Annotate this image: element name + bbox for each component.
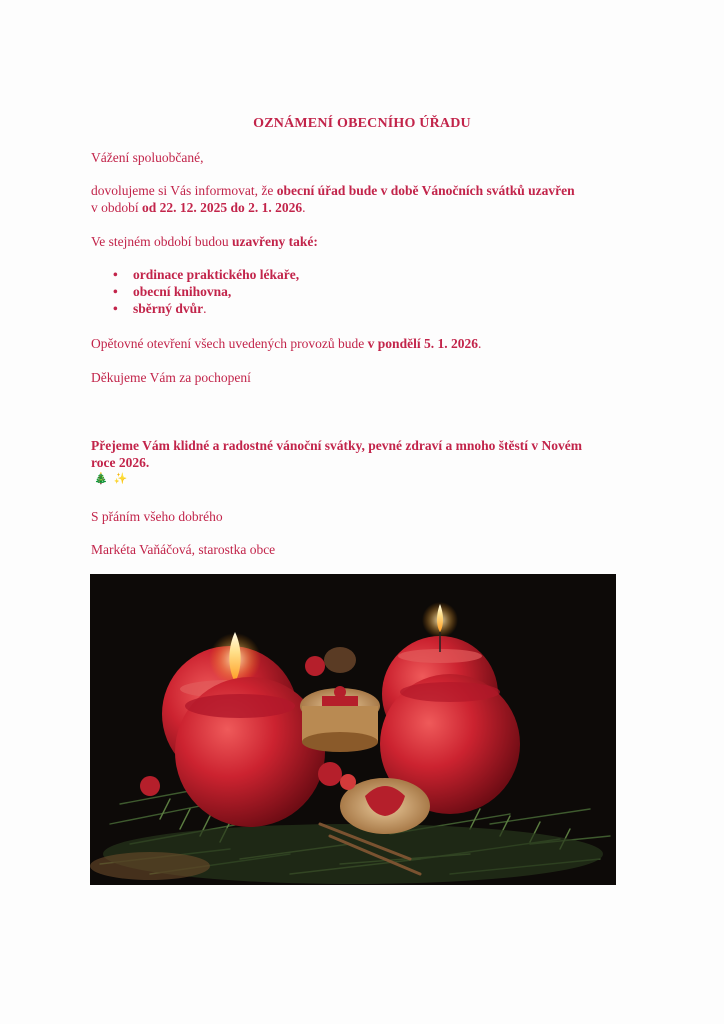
period-end: . xyxy=(302,200,306,215)
list-item-label: obecní knihovna, xyxy=(133,284,232,299)
closed-services-list xyxy=(110,266,299,317)
list-item-suffix: . xyxy=(203,301,207,316)
period-label: v období xyxy=(91,200,143,215)
page-title: OZNÁMENÍ OBECNÍHO ÚŘADU xyxy=(253,116,471,131)
reopen-end: . xyxy=(477,336,482,351)
bullet-icon: • xyxy=(113,301,118,316)
period-dates: od 22. 12. 2025 do 2. 1. 2026 xyxy=(142,200,303,215)
reopen-text: Opětovné otevření všech uvedených provozů bude xyxy=(91,336,368,351)
list-item-label: ordinace praktického lékaře, xyxy=(133,267,300,282)
sparkles-icon: ✨ xyxy=(113,473,128,485)
bullet-icon: • xyxy=(113,284,118,299)
info-text: dovolujeme si Vás informovat, že xyxy=(91,183,277,198)
list-item-label: sběrný dvůr xyxy=(133,301,204,316)
emoji-row xyxy=(94,472,127,486)
also-closed-intro xyxy=(91,233,318,250)
info-paragraph-line-2 xyxy=(91,199,306,216)
advent-candles-photo xyxy=(90,574,616,885)
pine-cone xyxy=(324,647,356,673)
list-item xyxy=(110,283,299,300)
list-item xyxy=(110,266,299,283)
info-bold-closure: obecní úřad bude v době Vánočních svátků uzavřen xyxy=(276,183,575,198)
info-paragraph-line-1 xyxy=(91,182,575,199)
greeting: Vážení spoluobčané, xyxy=(91,150,204,165)
reopen-date: v pondělí 5. 1. 2026 xyxy=(367,336,478,351)
also-closed-text: Ve stejném období budou xyxy=(91,234,232,249)
list-item xyxy=(110,300,299,317)
reopen-paragraph xyxy=(91,335,481,352)
bullet-icon: • xyxy=(113,267,118,282)
closing-text: S přáním všeho dobrého xyxy=(91,509,223,524)
signature: Markéta Vaňáčová, starostka obce xyxy=(91,542,276,557)
wish-line-2: roce 2026. xyxy=(91,455,150,470)
wish-line-1: Přejeme Vám klidné a radostné vánoční svátky, pevné zdraví a mnoho štěstí v Novém xyxy=(91,438,582,453)
thanks-text: Děkujeme Vám za pochopení xyxy=(91,370,251,385)
christmas-tree-icon: 🎄 xyxy=(94,473,108,485)
also-closed-bold: uzavřeny také: xyxy=(232,234,318,249)
